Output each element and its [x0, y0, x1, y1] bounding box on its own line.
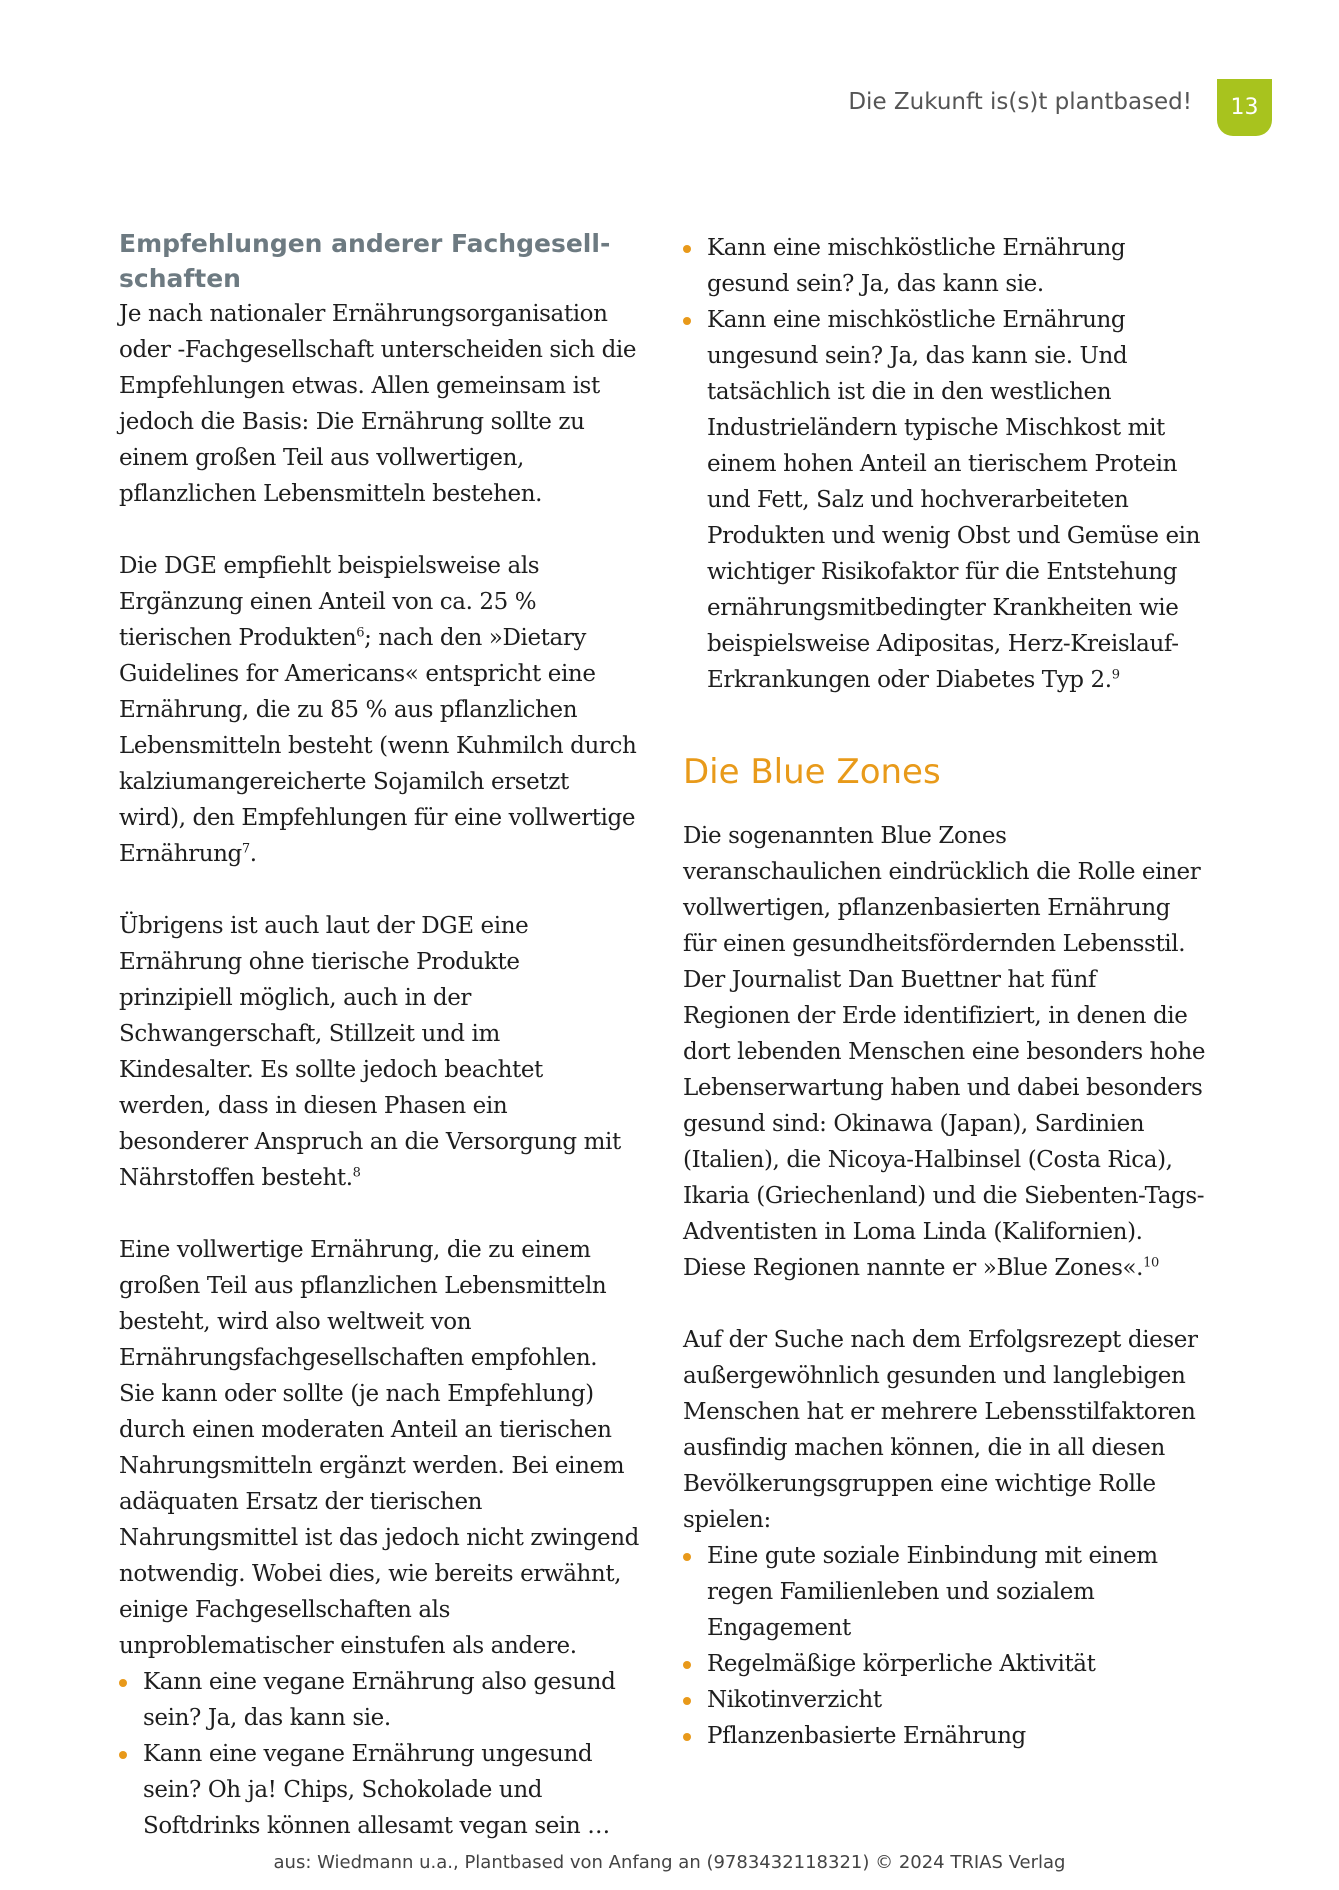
list-item: Nikotinverzicht	[683, 1682, 1207, 1718]
paragraph-vegan-text: Übrigens ist auch laut der DGE eine Ernährung ohne tierische Produkte prinzipiell möglich, auch in der Schwangerschaft, Stillzeit und im Kindesalter. Es sollte jedoch beachtet werden, dass in diesen Phasen ein besonderer Anspruch an die Versorgung mit Nährstoffen besteht.	[119, 913, 621, 1191]
list-item: Kann eine vegane Ernährung also gesund sein? Ja, das kann sie.	[119, 1664, 639, 1736]
list-item: Eine gute soziale Einbindung mit einem regen Familienleben und sozialem Engagement	[683, 1538, 1207, 1646]
paragraph-blue-zones-text: Die sogenannten Blue Zones veranschaulichen eindrücklich die Rolle einer vollwertigen, pflanzenbasierten Ernährung für einen gesundheitsfördernden Lebensstil. Der Journalist Dan Buettner hat fünf Regionen der Erde identifiziert, in denen die dort lebenden Menschen eine besonders hohe Lebenserwartung haben und dabei besonders gesund sind: Okinawa (Japan), Sardinien (Italien), die Nicoya-Halbinsel (Costa Rica), Ikaria (Griechenland) und die Siebenten-Tags-Adventisten in Loma Linda (Kalifornien). Diese Regionen nannte er »Blue Zones«.	[683, 823, 1206, 1281]
footnote-ref-9: 9	[1111, 667, 1120, 683]
list-item-text: Kann eine mischköstliche Ernährung ungesund sein? Ja, das kann sie. Und tatsächlich ist die in den westlichen Industrieländern typische Mischkost mit einem hohen Anteil an tierischem Protein und Fett, Salz und hochverarbeiteten Produkten und wenig Obst und Gemüse ein wichtiger Risikofaktor für die Entstehung ernährungsmitbedingter Krankheiten wie beispielsweise Adipositas, Herz-Kreislauf-Erkrankungen oder Diabetes Typ 2.	[707, 307, 1201, 693]
copyright-footer: aus: Wiedmann u.a., Plantbased von Anfang an (9783432118321) © 2024 TRIAS Verlag	[273, 1852, 1066, 1873]
paragraph-dge-text-a: Die DGE empfiehlt beispielsweise als Ergänzung einen Anteil von ca. 25 % tierischen Produkten	[119, 553, 540, 651]
running-header-title: Die Zukunft is(s)t plantbased!	[848, 89, 1192, 115]
bullet-list-lifestyle	[683, 1538, 1207, 1754]
paragraph-dge-guidelines	[119, 548, 639, 872]
bullet-list-mischkost	[683, 230, 1207, 698]
footnote-ref-6: 6	[356, 625, 365, 641]
paragraph-dge-text-c: .	[249, 841, 257, 867]
section-heading-blue-zones: Die Blue Zones	[683, 752, 941, 792]
paragraph-intro: Je nach nationaler Ernährungsorganisation oder -Fachgesellschaft unterscheiden sich die Empfehlungen etwas. Allen gemeinsam ist jedoch die Basis: Die Ernährung sollte zu einem großen Teil aus vollwertigen, pflanzlichen Lebensmitteln bestehen.	[119, 301, 637, 507]
footnote-ref-8: 8	[352, 1165, 361, 1181]
left-column	[119, 226, 639, 1844]
bullet-list-vegan	[119, 1664, 639, 1844]
paragraph-blue-zones	[683, 818, 1207, 1286]
paragraph-vegan-possible	[119, 908, 639, 1196]
paragraph-lifestyle-factors: Auf der Suche nach dem Erfolgsrezept dieser außergewöhnlich gesunden und langlebigen Menschen hat er mehrere Lebensstilfaktoren ausfindig machen können, die in all diesen Bevölkerungsgruppen eine wichtige Rolle spielen:	[683, 1327, 1198, 1533]
right-column	[683, 230, 1207, 1754]
paragraph-dge-text-b: ; nach den »Dietary Guidelines for Americans« entspricht eine Ernährung, die zu 85 % aus pflanzlichen Lebensmitteln besteht (wenn Kuhmilch durch kalziumangereicherte Sojamilch ersetzt wird), den Empfehlungen für eine vollwertige Ernährung	[119, 625, 637, 867]
footnote-ref-7: 7	[241, 841, 250, 857]
list-item: Kann eine vegane Ernährung ungesund sein? Oh ja! Chips, Schokolade und Softdrinks können allesamt vegan sein …	[119, 1736, 639, 1844]
list-item: Pflanzenbasierte Ernährung	[683, 1718, 1207, 1754]
footnote-ref-10: 10	[1143, 1255, 1159, 1271]
paragraph-summary: Eine vollwertige Ernährung, die zu einem großen Teil aus pflanzlichen Lebensmitteln besteht, wird also weltweit von Ernährungsfachgesellschaften empfohlen. Sie kann oder sollte (je nach Empfehlung) durch einen moderaten Anteil an tierischen Nahrungsmitteln ergänzt werden. Bei einem adäquaten Ersatz der tierischen Nahrungsmittel ist das jedoch nicht zwingend notwendig. Wobei dies, wie bereits erwähnt, einige Fachgesellschaften als unproblematischer einstufen als andere.	[119, 1237, 639, 1659]
list-item: Regelmäßige körperliche Aktivität	[683, 1646, 1207, 1682]
page-number-badge: 13	[1217, 79, 1272, 136]
subheading-fachgesellschaften: Empfehlungen anderer Fachgesellschaften	[119, 229, 611, 293]
list-item	[683, 302, 1207, 698]
list-item: Kann eine mischköstliche Ernährung gesund sein? Ja, das kann sie.	[683, 230, 1207, 302]
